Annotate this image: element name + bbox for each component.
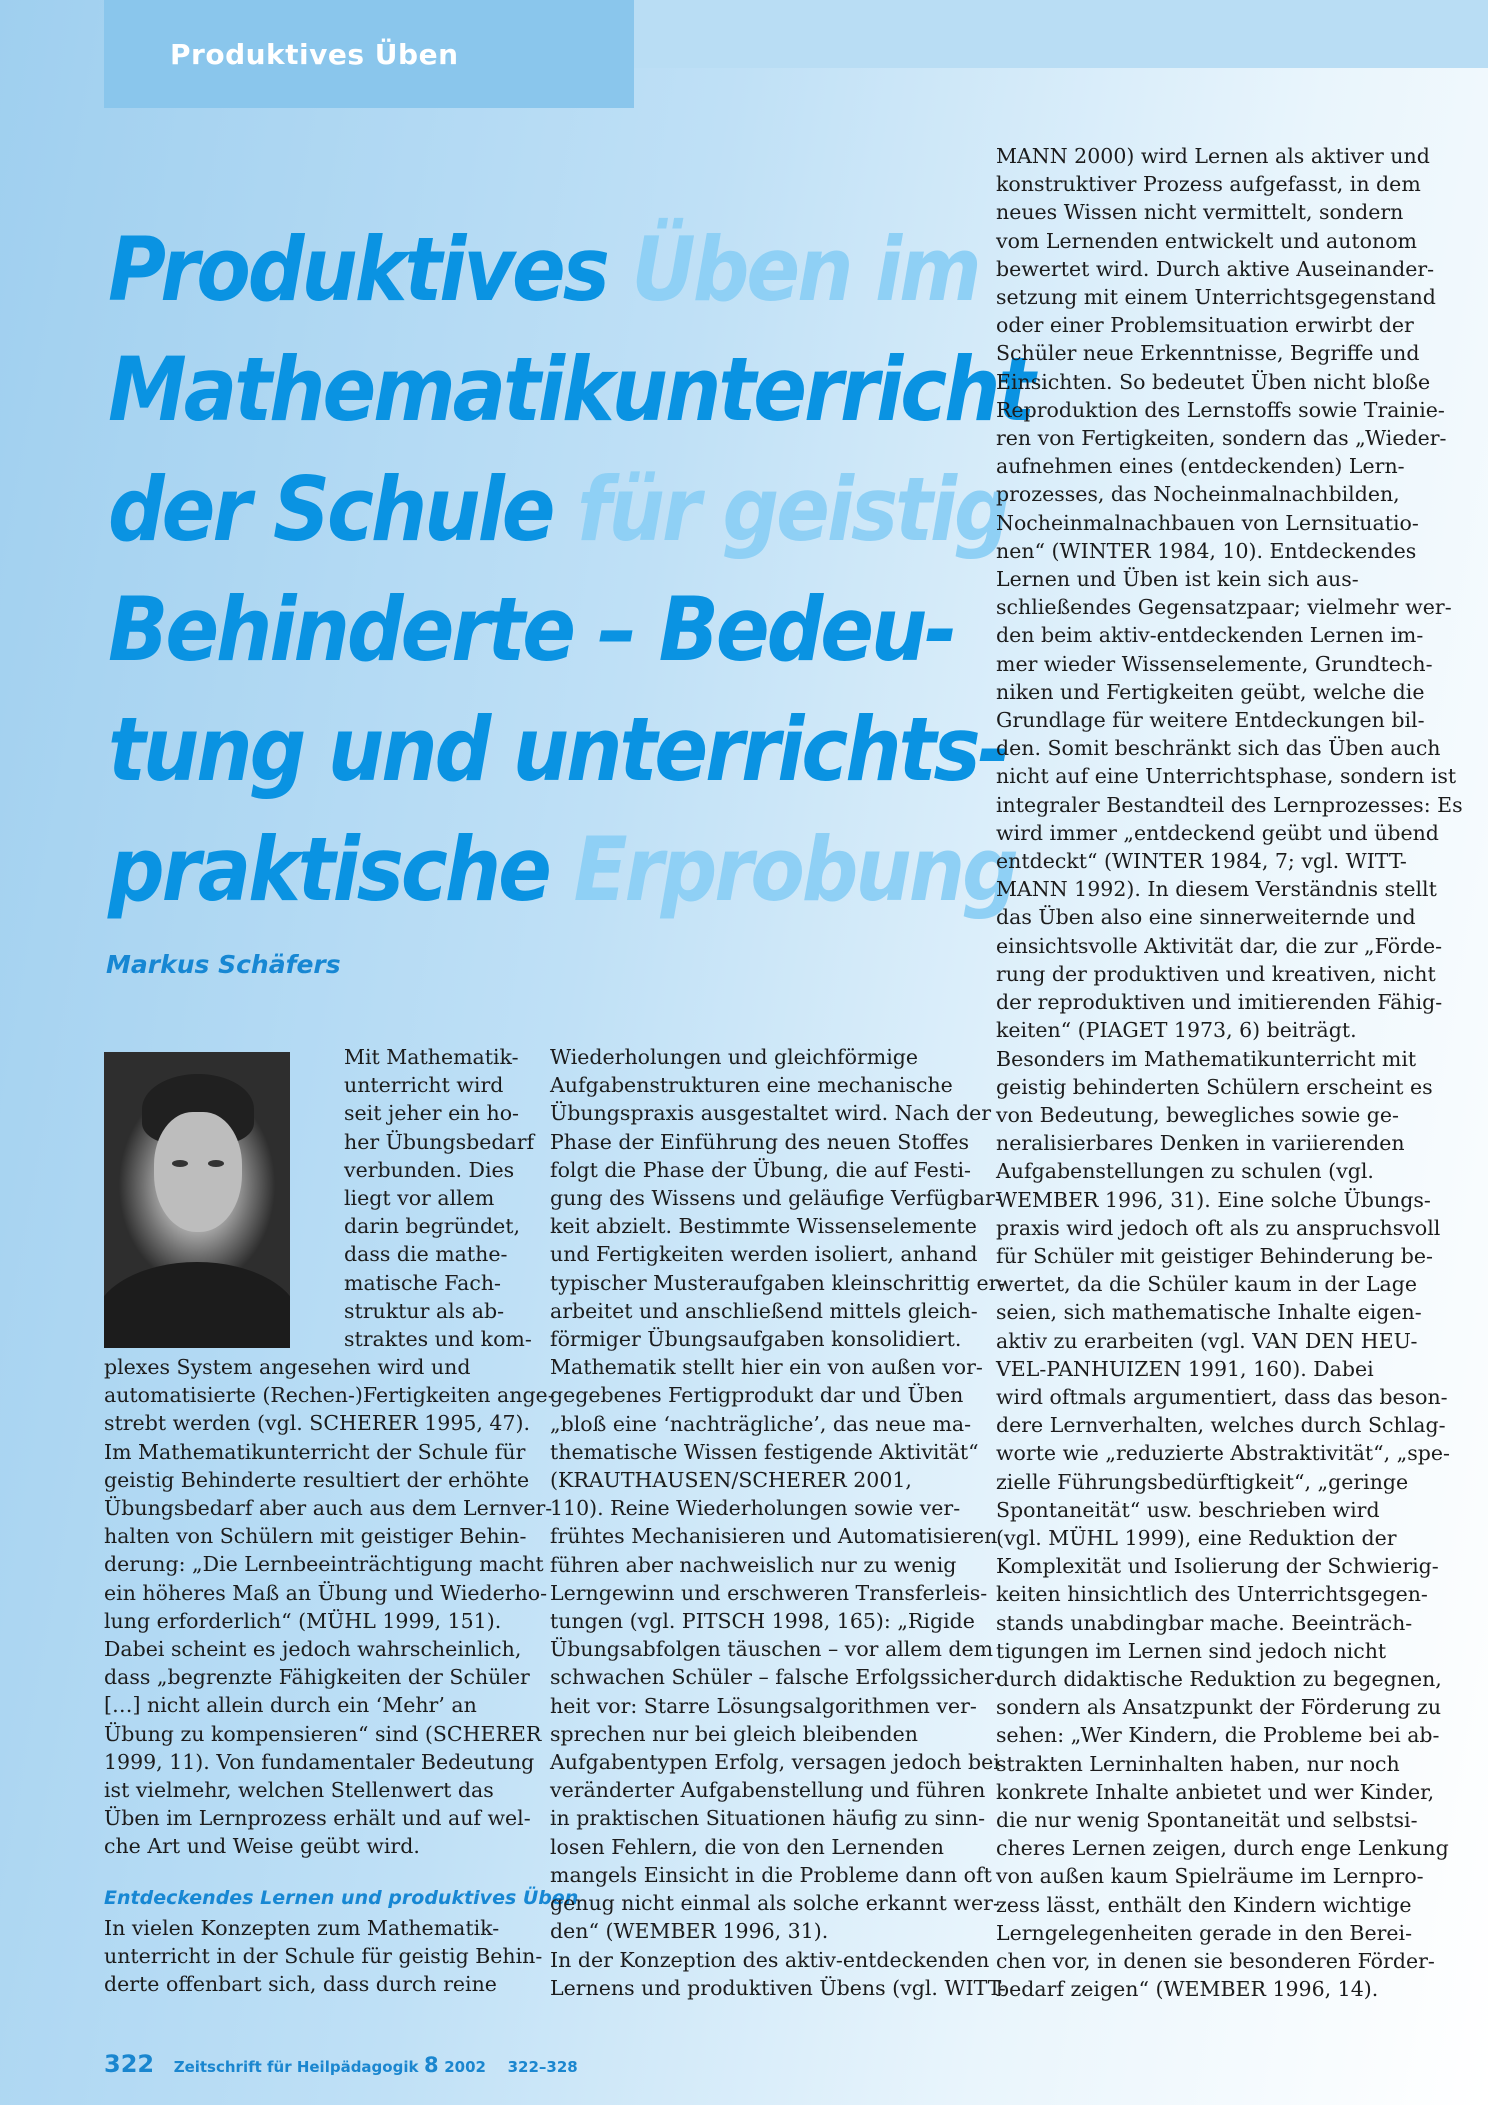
title-dark: praktische <box>108 818 574 921</box>
author-name: Markus Schäfers <box>106 950 341 979</box>
text-line: geistig behinderten Schülern erscheint es <box>996 1074 1433 1099</box>
text-line: seit jeher ein ho- <box>344 1101 519 1126</box>
text-line: keit abzielt. Bestimmte Wissenselemente <box>550 1214 977 1239</box>
text-line: Lerngelegenheiten gerade in den Berei- <box>996 1920 1413 1945</box>
text-line: wird oftmals argumentiert, dass das beson- <box>996 1384 1448 1409</box>
text-line: MANN 1992). In diesem Verständnis stellt <box>996 877 1437 902</box>
column-2-text <box>550 1043 1006 2002</box>
text-line: Nocheinmalnachbauen von Lernsituatio- <box>996 510 1419 535</box>
text-line: In vielen Konzepten zum Mathematik- <box>104 1916 500 1940</box>
text-line: ist vielmehr, welchen Stellenwert das <box>104 1778 494 1803</box>
text-line: verbunden. Dies <box>344 1157 515 1182</box>
text-line: dere Lernverhalten, welches durch Schlag- <box>996 1413 1446 1438</box>
text-line: strebt werden (vgl. SCHERER 1995, 47). <box>104 1411 531 1436</box>
text-line: Lernens und produktiven Übens (vgl. WITT- <box>550 1975 1006 2000</box>
text-line: mangels Einsicht in die Probleme dann oft <box>550 1862 992 1887</box>
text-line: dass die mathe- <box>344 1242 508 1267</box>
section-label: Produktives Üben <box>170 38 459 71</box>
text-line: für Schüler mit geistiger Behinderung be- <box>996 1243 1433 1268</box>
text-line: dass „begrenzte Fähigkeiten der Schüler <box>104 1665 530 1690</box>
text-line: ren von Fertigkeiten, sondern das „Wieder- <box>996 426 1447 451</box>
article-title <box>108 210 1033 930</box>
text-line: sprechen nur bei gleich bleibenden <box>550 1721 919 1746</box>
text-line: WEMBER 1996, 31). Eine solche Übungs- <box>996 1187 1431 1212</box>
text-line: struktur als ab- <box>344 1298 505 1323</box>
text-line: in praktischen Situationen häufig zu sinn- <box>550 1806 986 1831</box>
text-line: Übung zu kompensieren“ sind (SCHERER <box>104 1721 542 1746</box>
text-line: Mit Mathematik- <box>344 1045 519 1069</box>
text-line: neues Wissen nicht vermittelt, sondern <box>996 200 1404 225</box>
text-line: den. Somit beschränkt sich das Üben auch <box>996 736 1441 761</box>
text-line: gung des Wissens und geläufige Verfügbar- <box>550 1186 1002 1211</box>
text-line: bedarf zeigen“ (WEMBER 1996, 14). <box>996 1977 1379 2002</box>
text-line: plexes System angesehen wird und <box>104 1355 471 1379</box>
text-line: her Übungsbedarf <box>344 1129 535 1154</box>
title-dark: tung und unterrichts- <box>108 698 1008 801</box>
title-dark: Produktives <box>108 218 632 321</box>
column-1-wrap-text <box>344 1043 534 1353</box>
text-line: geistig Behinderte resultiert der erhöhte <box>104 1467 530 1492</box>
text-line: (vgl. MÜHL 1999), eine Reduktion der <box>996 1525 1397 1550</box>
text-line: che Art und Weise geübt wird. <box>104 1834 420 1859</box>
title-light: Erprobung <box>573 818 1016 921</box>
text-line: MANN 2000) wird Lernen als aktiver und <box>996 144 1430 168</box>
issue-number: 8 <box>424 2053 439 2077</box>
text-line: seien, sich mathematische Inhalte eigen- <box>996 1300 1422 1325</box>
text-line: matische Fach- <box>344 1270 501 1295</box>
text-line: rung der produktiven und kreativen, nicht <box>996 961 1436 986</box>
text-line: durch didaktische Reduktion zu begegnen, <box>996 1666 1442 1691</box>
text-line: schwachen Schüler – falsche Erfolgssicher- <box>550 1665 1001 1690</box>
text-line: Üben im Lernprozess erhält und auf wel- <box>104 1806 531 1831</box>
text-line: cheres Lernen zeigen, durch enge Lenkung <box>996 1836 1449 1861</box>
text-line: worte wie „reduzierte Abstraktivität“, „spe- <box>996 1441 1450 1466</box>
text-line: schließendes Gegensatzpaar; vielmehr wer- <box>996 595 1452 620</box>
text-line: Komplexität und Isolierung der Schwierig- <box>996 1554 1439 1579</box>
text-line: thematische Wissen festigende Aktivität“ <box>550 1439 979 1464</box>
subheading: Entdeckendes Lernen und produktives Üben <box>104 1887 579 1909</box>
text-line: automatisierte (Rechen-)Fertigkeiten ange- <box>104 1383 555 1408</box>
text-line: […] nicht allein durch ein ‘Mehr’ an <box>104 1693 477 1718</box>
text-line: einsichtsvolle Aktivität dar, die zur „Förde- <box>996 933 1443 958</box>
text-line: von außen kaum Spielräume im Lernpro- <box>996 1864 1424 1889</box>
text-line: darin begründet, <box>344 1214 521 1239</box>
text-line: Einsichten. So bedeutet Üben nicht bloße <box>996 369 1431 394</box>
issue-year: 2002 <box>444 2058 486 2076</box>
text-line: strakten Lerninhalten haben, nur noch <box>996 1751 1400 1776</box>
text-line: oder einer Problemsituation erwirbt der <box>996 313 1414 338</box>
text-line: förmiger Übungsaufgaben konsolidiert. <box>550 1327 962 1352</box>
section-header-tab <box>104 0 634 108</box>
text-line: straktes und kom- <box>344 1327 532 1352</box>
text-line: chen vor, in denen sie besonderen Förder- <box>996 1949 1435 1973</box>
text-line: tungen (vgl. PITSCH 1998, 165): „Rigide <box>550 1609 975 1634</box>
column-1-text <box>104 1353 555 1861</box>
text-line: Spontaneität“ usw. beschrieben wird <box>996 1497 1380 1522</box>
journal-name: Zeitschrift für Heilpädagogik <box>173 2058 419 2076</box>
text-line: tigungen im Lernen sind jedoch nicht <box>996 1638 1387 1663</box>
text-line: Übungspraxis ausgestaltet wird. Nach der <box>550 1101 992 1126</box>
title-line <box>108 450 1008 570</box>
text-line: arbeitet und anschließend mittels gleich- <box>550 1298 978 1323</box>
text-line: Lernen und Üben ist kein sich aus- <box>996 567 1359 592</box>
text-line: Schüler neue Erkenntnisse, Begriffe und <box>996 341 1420 366</box>
text-line: losen Fehlern, die von den Lernenden <box>550 1834 944 1859</box>
text-line: ein höheres Maß an Übung und Wiederho- <box>104 1580 548 1605</box>
text-line: (KRAUTHAUSEN/SCHERER 2001, <box>550 1468 912 1493</box>
text-line: Besonders im Mathematikunterricht mit <box>996 1046 1417 1071</box>
text-line: nicht auf eine Unterrichtsphase, sondern ist <box>996 764 1457 789</box>
column-3-text <box>996 142 1463 2003</box>
text-line: bewertet wird. Durch aktive Auseinander- <box>996 256 1435 281</box>
text-line: zielle Führungsbedürftigkeit“, „geringe <box>996 1469 1409 1494</box>
text-line: Grundlage für weitere Entdeckungen bil- <box>996 708 1425 733</box>
text-line: wertet, da die Schüler kaum in der Lage <box>996 1272 1417 1297</box>
text-line: Reproduktion des Lernstoffs sowie Trainie- <box>996 397 1445 422</box>
text-line: den“ (WEMBER 1996, 31). <box>550 1919 829 1944</box>
text-line: 1999, 11). Von fundamentaler Bedeutung <box>104 1749 535 1774</box>
title-dark: Behinderte – Bedeu- <box>108 578 955 681</box>
page-range: 322–328 <box>507 2058 578 2076</box>
title-line <box>108 690 1008 810</box>
text-line: sondern als Ansatzpunkt der Förderung zu <box>996 1695 1442 1720</box>
text-line: aufnehmen eines (entdeckenden) Lern- <box>996 454 1405 479</box>
text-line: „bloß eine ‘nachträgliche’, das neue ma- <box>550 1411 972 1436</box>
title-line <box>108 810 1016 930</box>
text-line: setzung mit einem Unterrichtsgegenstand <box>996 285 1436 310</box>
text-line: aktiv zu erarbeiten (vgl. VAN DEN HEU- <box>996 1328 1418 1353</box>
text-line: wird immer „entdeckend geübt und übend <box>996 820 1439 845</box>
text-line: praxis wird jedoch oft als zu anspruchsvoll <box>996 1215 1441 1240</box>
text-line: halten von Schülern mit geistiger Behin- <box>104 1524 527 1549</box>
page-number: 322 <box>104 2050 155 2078</box>
text-line: unterricht wird <box>344 1073 504 1098</box>
text-line: Aufgabentypen Erfolg, versagen jedoch bei <box>550 1750 1000 1775</box>
text-line: konstruktiver Prozess aufgefasst, in dem <box>996 172 1421 197</box>
text-line: konkrete Inhalte anbietet und wer Kinder, <box>996 1779 1435 1804</box>
text-line: frühtes Mechanisieren und Automatisieren <box>550 1524 998 1549</box>
text-line: Phase der Einführung des neuen Stoffes <box>550 1129 970 1154</box>
text-line: typischer Musteraufgaben kleinschrittig er- <box>550 1270 1006 1295</box>
text-line: Lerngewinn und erschweren Transferleis- <box>550 1580 988 1605</box>
text-line: von Bedeutung, bewegliches sowie ge- <box>996 1102 1399 1127</box>
column-1b-text <box>104 1914 542 1999</box>
title-light: Üben im <box>631 218 979 321</box>
page-footer <box>104 2050 578 2078</box>
text-line: keiten“ (PIAGET 1973, 6) beiträgt. <box>996 1018 1357 1043</box>
title-line <box>108 210 988 330</box>
text-line: derung: „Die Lernbeeinträchtigung macht <box>104 1552 544 1577</box>
text-line: folgt die Phase der Übung, die auf Festi- <box>550 1157 971 1182</box>
top-band <box>634 0 1488 68</box>
text-line: Übungsbedarf aber auch aus dem Lernver- <box>104 1496 553 1521</box>
text-line: entdeckt“ (WINTER 1984, 7; vgl. WITT- <box>996 849 1407 874</box>
text-line: heit vor: Starre Lösungsalgorithmen ver- <box>550 1693 977 1718</box>
text-line: Aufgabenstrukturen eine mechanische <box>550 1073 953 1098</box>
text-line: keiten hinsichtlich des Unterrichtsgegen- <box>996 1582 1428 1607</box>
text-line: Mathematik stellt hier ein von außen vor- <box>550 1355 983 1380</box>
title-light: für geistig <box>577 458 1008 561</box>
text-line: prozesses, das Nocheinmalnachbilden, <box>996 482 1400 507</box>
text-line: führen aber nachweislich nur zu wenig <box>550 1552 957 1577</box>
text-line: veränderter Aufgabenstellung und führen <box>550 1778 986 1803</box>
text-line: Dabei scheint es jedoch wahrscheinlich, <box>104 1637 522 1662</box>
title-dark: Mathematikunterricht <box>108 338 1033 441</box>
text-line: In der Konzeption des aktiv-entdeckenden <box>550 1947 990 1972</box>
text-line: lung erforderlich“ (MÜHL 1999, 151). <box>104 1608 502 1633</box>
text-line: die nur wenig Spontaneität und selbstsi- <box>996 1807 1418 1832</box>
text-line: mer wieder Wissenselemente, Grundtech- <box>996 651 1433 676</box>
text-line: sehen: „Wer Kindern, die Probleme bei ab- <box>996 1723 1440 1748</box>
text-line: liegt vor allem <box>344 1186 495 1211</box>
title-line <box>108 330 1033 450</box>
text-line: derte offenbart sich, dass durch reine <box>104 1972 497 1997</box>
text-line: der reproduktiven und imitierenden Fähig- <box>996 990 1443 1015</box>
text-line: genug nicht einmal als solche erkannt wer- <box>550 1891 1000 1916</box>
text-line: das Üben also eine sinnerweiternde und <box>996 905 1416 930</box>
text-line: vom Lernenden entwickelt und autonom <box>996 228 1417 253</box>
text-line: und Fertigkeiten werden isoliert, anhand <box>550 1242 978 1267</box>
text-line: Aufgabenstellungen zu schulen (vgl. <box>996 1159 1374 1184</box>
title-line <box>108 570 988 690</box>
text-line: zess lässt, enthält den Kindern wichtige <box>996 1892 1412 1917</box>
text-line: stands unabdingbar mache. Beeinträch- <box>996 1610 1413 1635</box>
text-line: nen“ (WINTER 1984, 10). Entdeckendes <box>996 538 1417 563</box>
text-line: unterricht in der Schule für geistig Behin- <box>104 1944 543 1969</box>
text-line: VEL-PANHUIZEN 1991, 160). Dabei <box>996 1356 1374 1381</box>
text-line: gegebenes Fertigprodukt dar und Üben <box>550 1383 964 1408</box>
text-line: neralisierbares Denken in variierenden <box>996 1131 1405 1156</box>
title-dark: der Schule <box>108 458 578 561</box>
text-line: Im Mathematikunterricht der Schule für <box>104 1439 526 1464</box>
text-line: Übungsabfolgen täuschen – vor allem dem <box>550 1637 994 1662</box>
text-line: integraler Bestandteil des Lernprozesses: Es <box>996 792 1463 817</box>
text-line: niken und Fertigkeiten geübt, welche die <box>996 679 1425 704</box>
text-line: Wiederholungen und gleichförmige <box>550 1045 919 1069</box>
text-line: den beim aktiv-entdeckenden Lernen im- <box>996 623 1424 648</box>
author-photo <box>104 1052 290 1348</box>
text-line: 110). Reine Wiederholungen sowie ver- <box>550 1496 961 1521</box>
